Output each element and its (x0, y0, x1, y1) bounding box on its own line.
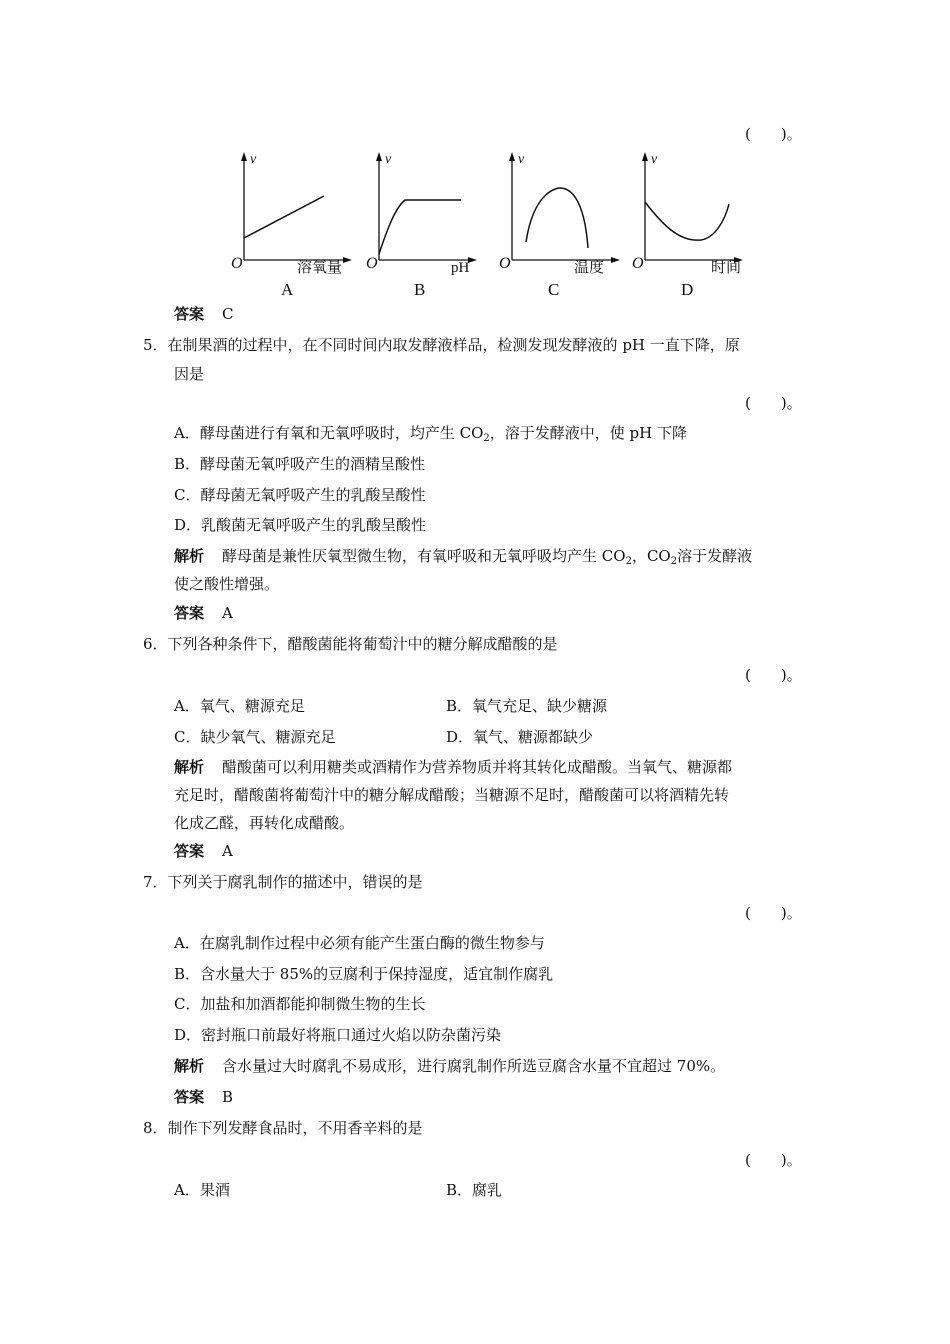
q7-option-b: B．含水量大于 85%的豆腐利于保持湿度，适宜制作腐乳 (174, 965, 554, 983)
graph-a-letter: A (281, 280, 294, 299)
graph-b-letter: B (414, 280, 426, 299)
graph-c-y-label: v (518, 152, 525, 167)
q6-answer-blank: ( )。 (745, 666, 802, 684)
q6-analysis-line3: 化成乙醛，再转化成醋酸。 (174, 814, 355, 832)
q8-option-a: A．果酒 (174, 1181, 230, 1199)
q4-answer: C (222, 305, 234, 323)
graph-a-y-label: v (250, 152, 257, 167)
graph-c-origin: O (499, 255, 511, 272)
q5-option-a: A．酵母菌进行有氧和无氧呼吸时，均产生 $CO_2$，溶于发酵液中，使 pH 下降 (174, 424, 687, 444)
q5-answer-line: 答案 A (174, 604, 233, 622)
q5-option-d: D．乳酸菌无氧呼吸产生的乳酸呈酸性 (174, 516, 427, 534)
graph-d-origin: O (632, 255, 644, 272)
q6-option-a: A．氧气、糖源充足 (174, 697, 305, 715)
q8-option-b: B．腐乳 (446, 1181, 503, 1199)
q6-option-c: C．缺少氧气、糖源充足 (174, 728, 336, 746)
q7-option-a: A．在腐乳制作过程中必须有能产生蛋白酶的微生物参与 (174, 934, 545, 952)
answer-label: 答案 (174, 305, 205, 323)
graph-c-x-label: 温度 (574, 260, 605, 276)
q6-analysis-line1: 解析 醋酸菌可以利用糖类或酒精作为营养物质并将其转化成醋酸。当氧气、糖源都 (174, 758, 733, 776)
q5-answer: A (222, 604, 233, 622)
q6-stem: 6．下列各种条件下，醋酸菌能将葡萄汁中的糖分解成醋酸的是 (143, 635, 558, 653)
q6-analysis-line2: 充足时，醋酸菌将葡萄汁中的糖分解成醋酸；当糖源不足时，醋酸菌可以将酒精先转 (174, 786, 730, 804)
q6-option-d: D．氧气、糖源都缺少 (446, 728, 594, 746)
q6-answer: A (222, 842, 233, 860)
q7-option-c: C．加盐和加酒都能抑制微生物的生长 (174, 995, 426, 1013)
q7-answer-line: 答案 B (174, 1088, 234, 1106)
graph-a-origin: O (231, 255, 243, 272)
q4-answer-line (174, 304, 234, 324)
q7-answer-blank: ( )。 (745, 904, 802, 922)
q8-answer-blank: ( )。 (745, 1151, 802, 1169)
graph-b-x-label: pH (451, 260, 470, 276)
q7-option-d: D．密封瓶口前最好将瓶口通过火焰以防杂菌污染 (174, 1026, 502, 1044)
graph-b-origin: O (366, 255, 378, 272)
q5-answer-blank: ( )。 (745, 394, 802, 412)
graph-d-x-label: 时间 (711, 260, 742, 276)
q6-option-b: B．氧气充足、缺少糖源 (446, 697, 608, 715)
q5-option-c: C．酵母菌无氧呼吸产生的乳酸呈酸性 (174, 486, 426, 504)
q7-stem: 7．下列关于腐乳制作的描述中，错误的是 (143, 873, 423, 891)
graph-c-letter: C (548, 280, 560, 299)
q5-analysis-line2: 使之酸性增强。 (174, 575, 280, 593)
q5-option-b: B．酵母菌无氧呼吸产生的酒精呈酸性 (174, 455, 426, 473)
q5-analysis-line1: 解析 酵母菌是兼性厌氧型微生物，有氧呼吸和无氧呼吸均产生 $CO_2$，$CO_2$溶于发酵液 (174, 547, 753, 567)
q5-stem-line2: 因是 (174, 365, 205, 383)
answer-blank: ( )。 (745, 125, 802, 143)
q5-stem-line1: 5．在制果酒的过程中，在不同时间内取发酵液样品，检测发现发酵液的 pH 一直下降，原 (143, 336, 740, 354)
graph-a-x-label: 溶氧量 (297, 260, 343, 276)
graph-d-letter: D (681, 280, 694, 299)
graph-d-y-label: v (651, 152, 658, 167)
graph-b-y-label: v (385, 152, 392, 167)
analysis-label: 解析 (174, 547, 205, 565)
q8-stem: 8．制作下列发酵食品时，不用香辛料的是 (143, 1119, 423, 1137)
graph-c (498, 150, 628, 295)
q6-answer-line: 答案 A (174, 842, 233, 860)
q7-answer: B (222, 1088, 234, 1106)
q7-analysis: 解析 含水量过大时腐乳不易成形，进行腐乳制作所选豆腐含水量不宜超过 70%。 (174, 1057, 726, 1075)
